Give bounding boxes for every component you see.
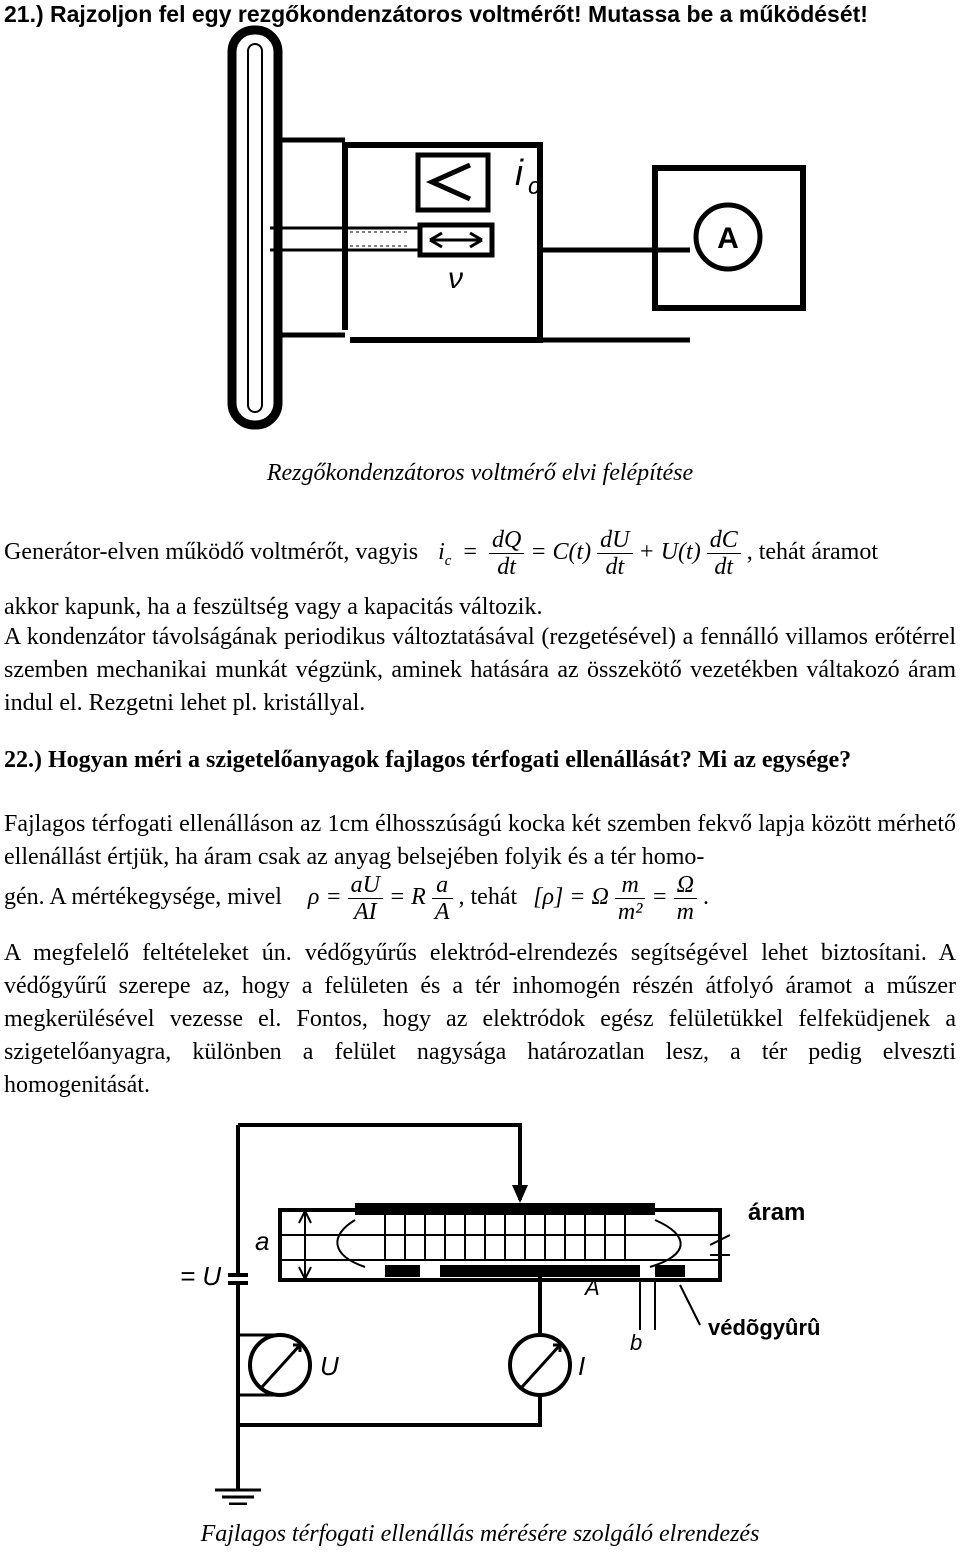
fraction-den: dt [605,554,625,580]
fraction-num: aU [348,872,383,899]
guard-ring-label: védõgyûrû [708,1315,821,1340]
unit-end: . [703,884,709,911]
fraction-num: dQ [489,527,524,554]
formula-ic [438,539,452,569]
formula-line [4,527,878,580]
tehat-text: , tehát [458,884,518,911]
fraction-num: Ω [674,872,697,899]
fraction-au-ai [348,872,383,925]
current-ic-subscript: c [528,173,540,200]
formula-eq2: = C(t) [530,539,592,566]
figure-1-caption: Rezgőkondenzátoros voltmérő elvi felépítése [266,460,694,486]
rho-bracket: [ρ] = Ω [533,884,609,911]
fraction-den: dt [714,554,734,580]
kapacitas-line: akkor kapunk, ha a feszültség vagy a kapacitás változik. [4,594,543,620]
fraction-m-m2 [615,872,646,925]
fraction-dc-dt [707,527,741,580]
formula-lhs-sub: c [444,552,452,569]
eq-sign: = [651,884,668,911]
fraction-den: AI [353,899,377,925]
fraction-den: A [434,899,450,925]
gap-b-label: b [630,1330,643,1355]
formula-intro: Generátor-elven működő voltmérőt, vagyis [4,539,419,566]
fraction-ohm-m [674,872,697,925]
eq-r: = R [388,884,426,911]
formula-plus: + U(t) [638,539,701,566]
question-21-heading: 21.) Rajzoljon fel egy rezgőkondenzátoros voltmérőt! Mutassa be a működését! [4,1,868,27]
vibrating-capacitor-voltmeter-diagram [0,0,960,440]
fraction-num: dC [707,527,741,554]
q22-paragraph-1: Fajlagos térfogati ellenálláson az 1cm élhosszúságú kocka két szemben fekvő lapja között mérhető ellenállást értjük, ha áram csak az anyag belsejében folyik és a tér homo- [4,811,956,870]
ammeter-label: A [717,222,739,255]
current-aram-label: áram [748,1199,806,1226]
area-a-label: A [585,1275,600,1300]
fraction-a-a [432,872,453,925]
voltmeter-u-label: U [320,1351,339,1381]
frequency-nu-label: ν [448,262,463,295]
fraction-den: m [676,899,694,925]
ammeter-i-label: I [578,1351,586,1381]
q21-paragraph: A kondenzátor távolságának periodikus változtatásával (rezgetésével) a fennálló villamos erőtérrel szemben mechanikai munkát végzünk, aminek hatására az összekötő vezetékben váltakozó áram indul el. Rezgetni lehet pl. kristállyal. [4,624,956,716]
fraction-dq-dt [489,527,524,580]
thickness-a-label: a [255,1226,270,1256]
unit-formula-line [4,872,709,925]
formula-outro: , tehát áramot [746,539,878,566]
unit-intro: gén. A mértékegysége, mivel [4,884,282,911]
q22-paragraph-2: A megfelelő feltételeket ún. védőgyűrűs elektród-elrendezés segítségével lehet biztosítani. A védőgyűrű szerepe az, hogy a felületen és a tér inhomogén részén átfolyó áramot a műszer megkerülésével vezesse el. Fontos, hogy az elektródok egész felületükkel felfeküdjenek a szigetelőanyagra, különben a felület nagysága határozatlan lesz, a tér pedig elveszti homogenitását. [4,940,956,1098]
figure-2-caption: Fajlagos térfogati ellenállás mérésére szolgáló elrendezés [200,1521,760,1547]
fraction-den: dt [497,554,516,580]
question-22-heading: 22.) Hogyan méri a szigetelőanyagok fajlagos térfogati ellenállását? Mi az egysége? [4,747,852,773]
fraction-num: m [615,872,646,899]
fraction-num: a [432,872,453,899]
formula-lhs: i [438,539,445,566]
fraction-du-dt [597,527,632,580]
rho-eq: ρ = [307,884,342,911]
current-ic-label: i [515,152,523,193]
fraction-den: m² [617,899,643,925]
guard-ring-electrode-diagram [0,1095,960,1505]
formula-eq1: = [463,539,477,566]
fraction-num: dU [597,527,632,554]
source-voltage-label: = U [180,1261,222,1291]
